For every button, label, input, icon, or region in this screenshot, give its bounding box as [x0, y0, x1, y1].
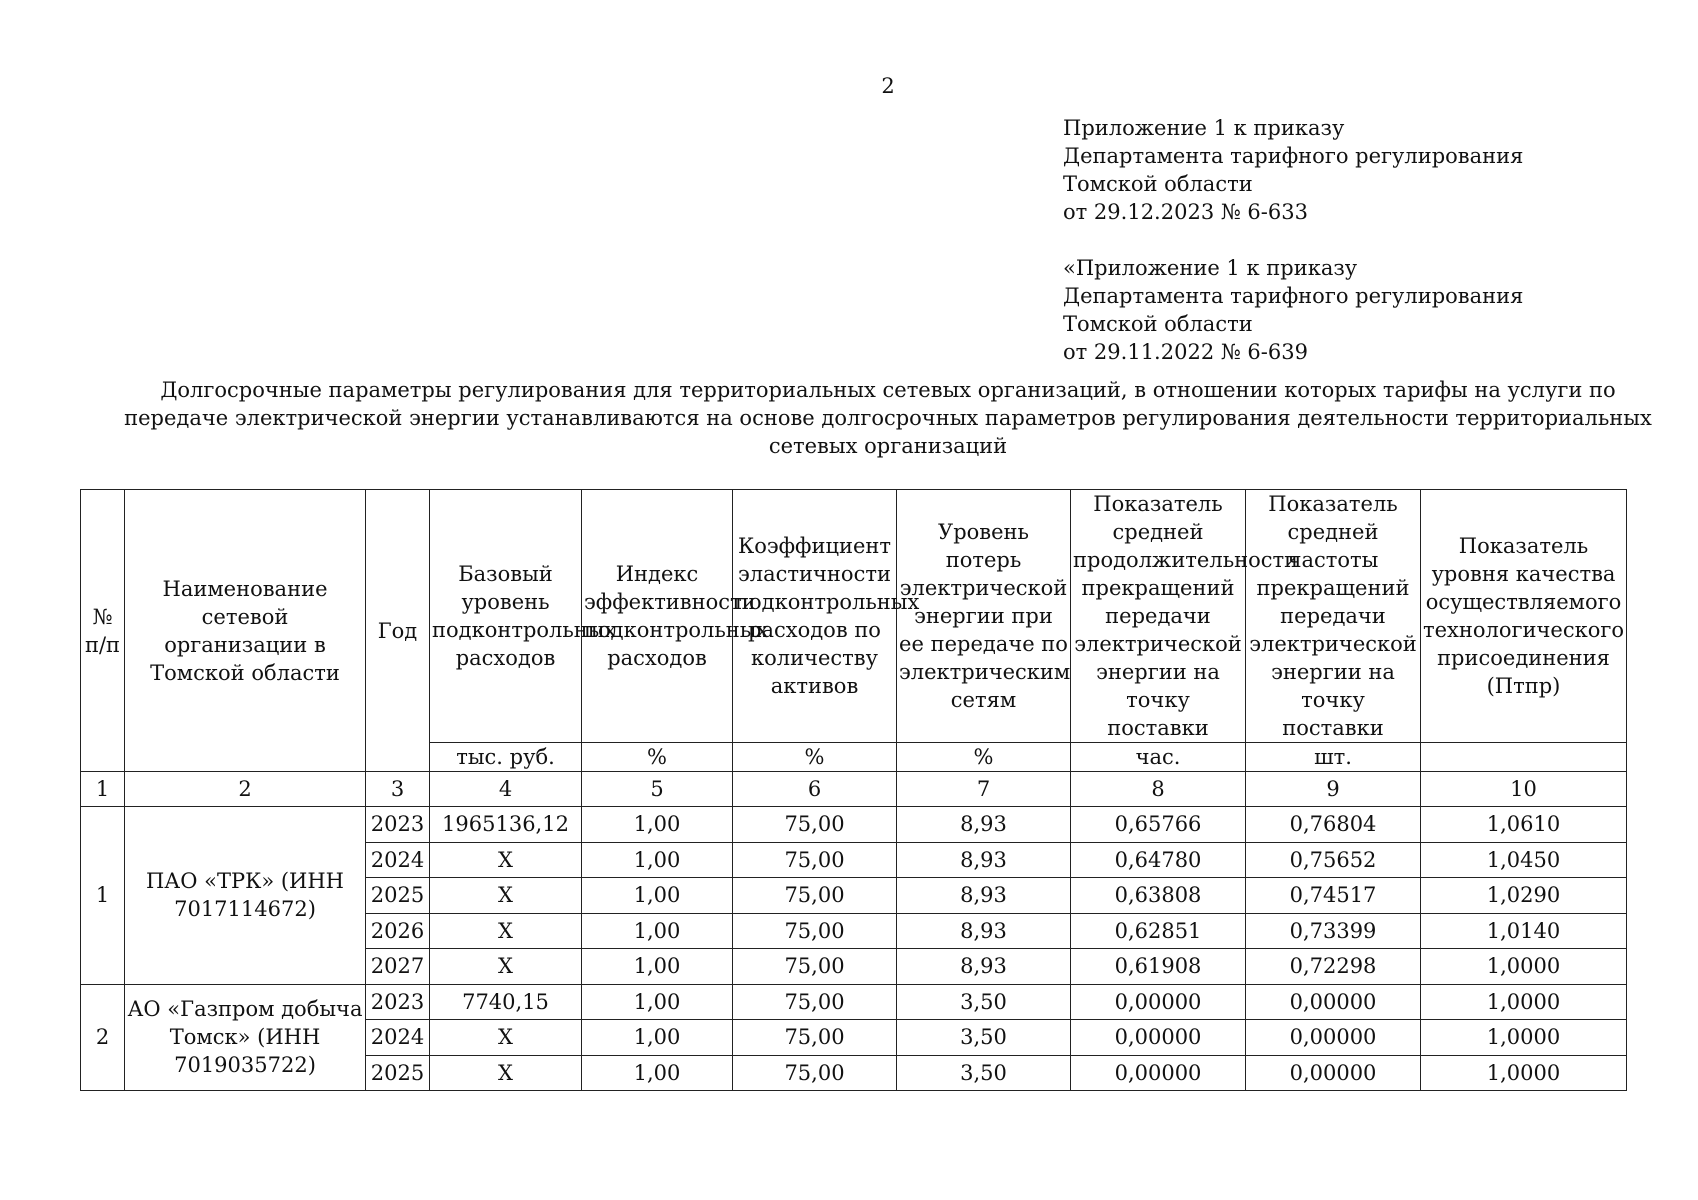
- unit-cell: [1421, 743, 1627, 772]
- value-cell: 1,0610: [1421, 807, 1627, 843]
- appendix-reference-current: [1063, 114, 1523, 226]
- value-cell: 75,00: [733, 1020, 897, 1056]
- appendix-line: от 29.12.2023 № 6-633: [1063, 200, 1308, 224]
- column-number-cell: 7: [897, 772, 1071, 807]
- header-cell-efficiency-index: Индекс эффективности подконтрольных расходов: [582, 490, 733, 743]
- table-row: [81, 984, 1627, 1020]
- value-cell: 0,73399: [1246, 913, 1421, 949]
- value-cell: 75,00: [733, 913, 897, 949]
- unit-cell: тыс. руб.: [430, 743, 582, 772]
- value-cell: 3,50: [897, 1055, 1071, 1091]
- column-number-cell: 8: [1071, 772, 1246, 807]
- value-cell: 3,50: [897, 1020, 1071, 1056]
- value-cell: 0,64780: [1071, 842, 1246, 878]
- unit-cell: час.: [1071, 743, 1246, 772]
- value-cell: 8,93: [897, 949, 1071, 985]
- appendix-line: «Приложение 1 к приказу: [1063, 256, 1358, 280]
- year-cell: 2026: [366, 913, 430, 949]
- header-cell-base-costs: Базовый уровень подконтрольных расходов: [430, 490, 582, 743]
- header-cell-elasticity-coefficient: Коэффициент эластичности подконтрольных расходов по количеству активов: [733, 490, 897, 743]
- unit-cell: %: [897, 743, 1071, 772]
- value-cell: 1,00: [582, 878, 733, 914]
- appendix-line: Томской области: [1063, 312, 1253, 336]
- unit-cell: шт.: [1246, 743, 1421, 772]
- year-cell: 2025: [366, 878, 430, 914]
- page-number: 2: [881, 74, 895, 98]
- value-cell: Х: [430, 878, 582, 914]
- table-row: [81, 807, 1627, 843]
- value-cell: 0,75652: [1246, 842, 1421, 878]
- value-cell: 8,93: [897, 807, 1071, 843]
- value-cell: 1,0000: [1421, 1020, 1627, 1056]
- header-cell-connection-quality: Показатель уровня качества осуществляемого технологического присоединения (Птпр): [1421, 490, 1627, 743]
- org-name-cell: ПАО «ТРК» (ИНН 7017114672): [125, 807, 366, 985]
- document-title: Долгосрочные параметры регулирования для территориальных сетевых организаций, в отношении которых тарифы на услуги по передаче электрической энергии устанавливаются на основе долгосрочных параметров регулирования деятельности территориальных сетевых организаций: [124, 378, 1652, 458]
- header-cell-loss-level: Уровень потерь электрической энергии при ее передаче по электрическим сетям: [897, 490, 1071, 743]
- value-cell: 1,0450: [1421, 842, 1627, 878]
- year-cell: 2027: [366, 949, 430, 985]
- value-cell: Х: [430, 1055, 582, 1091]
- value-cell: 1,00: [582, 807, 733, 843]
- appendix-line: Томской области: [1063, 172, 1253, 196]
- header-cell-organization: Наименование сетевой организации в Томской области: [125, 490, 366, 772]
- unit-cell: %: [733, 743, 897, 772]
- value-cell: 0,00000: [1246, 1055, 1421, 1091]
- value-cell: 75,00: [733, 949, 897, 985]
- column-number-cell: 3: [366, 772, 430, 807]
- value-cell: 8,93: [897, 913, 1071, 949]
- value-cell: 1,00: [582, 984, 733, 1020]
- year-cell: 2024: [366, 1020, 430, 1056]
- value-cell: 1,0000: [1421, 984, 1627, 1020]
- value-cell: 0,72298: [1246, 949, 1421, 985]
- value-cell: 1,0140: [1421, 913, 1627, 949]
- value-cell: 0,00000: [1246, 1020, 1421, 1056]
- column-number-cell: 10: [1421, 772, 1627, 807]
- year-cell: 2025: [366, 1055, 430, 1091]
- parameters-table: [80, 489, 1627, 1091]
- value-cell: 0,00000: [1246, 984, 1421, 1020]
- value-cell: 75,00: [733, 984, 897, 1020]
- value-cell: Х: [430, 913, 582, 949]
- column-number-cell: 4: [430, 772, 582, 807]
- value-cell: 0,76804: [1246, 807, 1421, 843]
- header-cell-outage-frequency: Показатель средней частоты прекращений передачи электрической энергии на точку поставки: [1246, 490, 1421, 743]
- value-cell: 1,00: [582, 1020, 733, 1056]
- org-number-cell: 2: [81, 984, 125, 1091]
- value-cell: 1965136,12: [430, 807, 582, 843]
- value-cell: 1,0000: [1421, 1055, 1627, 1091]
- value-cell: 1,00: [582, 842, 733, 878]
- column-number-cell: 1: [81, 772, 125, 807]
- value-cell: 0,00000: [1071, 984, 1246, 1020]
- org-name-cell: АО «Газпром добыча Томск» (ИНН 7019035722): [125, 984, 366, 1091]
- value-cell: 0,74517: [1246, 878, 1421, 914]
- value-cell: Х: [430, 949, 582, 985]
- appendix-line: от 29.11.2022 № 6-639: [1063, 340, 1308, 364]
- value-cell: 0,65766: [1071, 807, 1246, 843]
- column-number-cell: 6: [733, 772, 897, 807]
- value-cell: 0,00000: [1071, 1055, 1246, 1091]
- value-cell: Х: [430, 842, 582, 878]
- table-header-row: [81, 490, 1627, 743]
- value-cell: 8,93: [897, 842, 1071, 878]
- value-cell: 7740,15: [430, 984, 582, 1020]
- org-number-cell: 1: [81, 807, 125, 985]
- value-cell: 1,00: [582, 1055, 733, 1091]
- value-cell: 0,63808: [1071, 878, 1246, 914]
- column-number-cell: 2: [125, 772, 366, 807]
- column-number-cell: 5: [582, 772, 733, 807]
- year-cell: 2024: [366, 842, 430, 878]
- year-cell: 2023: [366, 984, 430, 1020]
- appendix-line: Департамента тарифного регулирования: [1063, 284, 1524, 308]
- value-cell: 75,00: [733, 842, 897, 878]
- unit-cell: %: [582, 743, 733, 772]
- appendix-line: Департамента тарифного регулирования: [1063, 144, 1524, 168]
- appendix-reference-previous: [1063, 254, 1523, 366]
- value-cell: 0,62851: [1071, 913, 1246, 949]
- header-cell-number: № п/п: [81, 490, 125, 772]
- value-cell: 1,0290: [1421, 878, 1627, 914]
- column-number-cell: 9: [1246, 772, 1421, 807]
- value-cell: 0,61908: [1071, 949, 1246, 985]
- value-cell: Х: [430, 1020, 582, 1056]
- value-cell: 75,00: [733, 878, 897, 914]
- year-cell: 2023: [366, 807, 430, 843]
- value-cell: 75,00: [733, 807, 897, 843]
- value-cell: 1,00: [582, 913, 733, 949]
- value-cell: 75,00: [733, 1055, 897, 1091]
- appendix-line: Приложение 1 к приказу: [1063, 116, 1345, 140]
- table-column-numbers-row: [81, 772, 1627, 807]
- value-cell: 1,0000: [1421, 949, 1627, 985]
- value-cell: 8,93: [897, 878, 1071, 914]
- header-cell-year: Год: [366, 490, 430, 772]
- value-cell: 0,00000: [1071, 1020, 1246, 1056]
- value-cell: 1,00: [582, 949, 733, 985]
- value-cell: 3,50: [897, 984, 1071, 1020]
- header-cell-outage-duration: Показатель средней продолжительности прекращений передачи электрической энергии на точку поставки: [1071, 490, 1246, 743]
